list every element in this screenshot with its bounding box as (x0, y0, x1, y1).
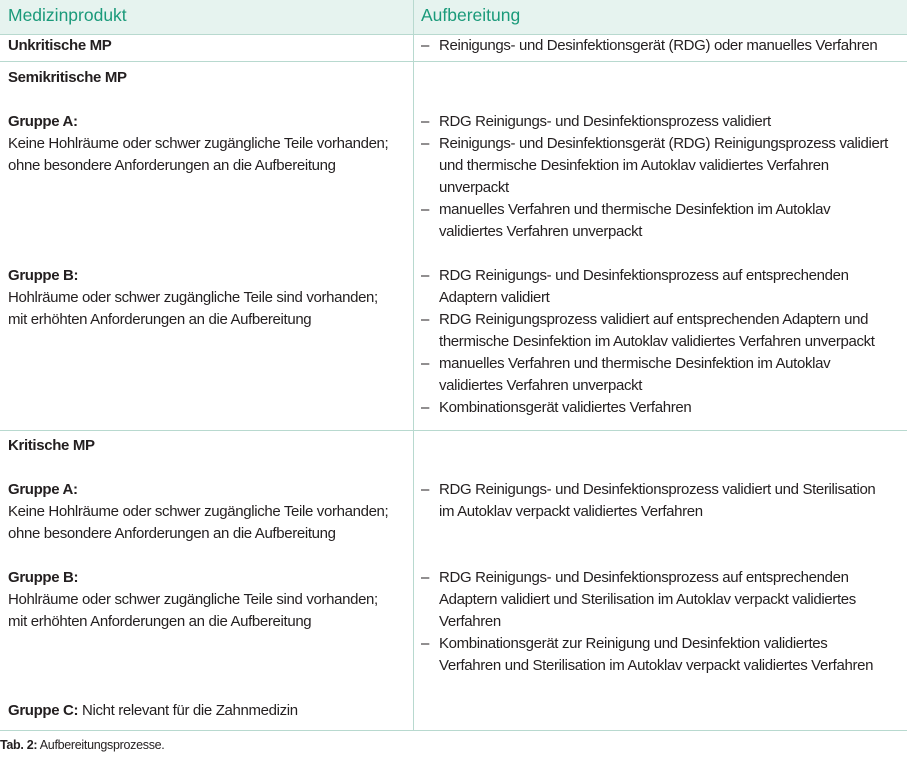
group-description: Nicht relevant für die Zahnmedizin (82, 702, 298, 719)
header-aufbereitung: Aufbereitung (421, 5, 521, 25)
list-dash: – (421, 37, 430, 54)
list-item-continuation: validiertes Verfahren unverpackt (439, 377, 643, 394)
list-item: RDG Reinigungs- und Desinfektionsprozess validiert und Sterilisation (439, 481, 876, 498)
list-item-continuation: validiertes Verfahren unverpackt (439, 223, 643, 240)
list-dash: – (421, 399, 430, 416)
list-item-continuation: Adaptern validiert (439, 289, 550, 306)
group-label: Gruppe C: (8, 702, 79, 719)
header-medizinprodukt: Medizinprodukt (8, 5, 127, 25)
row-divider (0, 730, 907, 731)
group-description: Keine Hohlräume oder schwer zugängliche Teile vorhanden; (8, 135, 389, 152)
list-item-continuation: und thermische Desinfektion im Autoklav validiertes Verfahren (439, 157, 829, 174)
list-item: Reinigungs- und Desinfektionsgerät (RDG) Reinigungsprozess validiert (439, 135, 888, 152)
row-divider (0, 61, 907, 62)
list-item-continuation: Verfahren und Sterilisation im Autoklav verpackt validiertes Verfahren (439, 657, 874, 674)
list-item: Reinigungs- und Desinfektionsgerät (RDG) oder manuelles Verfahren (439, 37, 878, 54)
list-dash: – (421, 355, 430, 372)
list-dash: – (421, 201, 430, 218)
row-divider (0, 430, 907, 431)
list-dash: – (421, 635, 430, 652)
list-item: manuelles Verfahren und thermische Desinfektion im Autoklav (439, 355, 831, 372)
column-divider (413, 0, 414, 731)
list-item-continuation: im Autoklav verpackt validiertes Verfahren (439, 503, 703, 520)
group-label: Gruppe B: (8, 267, 79, 284)
group-description: ohne besondere Anforderungen an die Aufbereitung (8, 157, 336, 174)
caption-label: Tab. 2: (0, 738, 38, 752)
group-description: Keine Hohlräume oder schwer zugängliche Teile vorhanden; (8, 503, 389, 520)
list-dash: – (421, 113, 430, 130)
list-dash: – (421, 267, 430, 284)
list-item: Kombinationsgerät zur Reinigung und Desinfektion validiertes (439, 635, 828, 652)
group-description: ohne besondere Anforderungen an die Aufbereitung (8, 525, 336, 542)
group-label: Gruppe B: (8, 569, 79, 586)
list-item: RDG Reinigungs- und Desinfektionsprozess validiert (439, 113, 771, 130)
caption-text: Aufbereitungsprozesse. (39, 738, 165, 752)
list-dash: – (421, 311, 430, 328)
table-caption (0, 736, 164, 754)
group-description: mit erhöhten Anforderungen an die Aufbereitung (8, 613, 312, 630)
list-item: Kombinationsgerät validiertes Verfahren (439, 399, 692, 416)
list-item: RDG Reinigungsprozess validiert auf entsprechenden Adaptern und (439, 311, 869, 328)
row-title-semikritisch: Semikritische MP (8, 69, 127, 86)
row-title-kritisch: Kritische MP (8, 437, 95, 454)
group-description: Hohlräume oder schwer zugängliche Teile sind vorhanden; (8, 289, 378, 306)
list-item-continuation: thermische Desinfektion im Autoklav validiertes Verfahren unverpackt (439, 333, 875, 350)
group-label: Gruppe A: (8, 113, 78, 130)
row-title-unkritisch: Unkritische MP (8, 37, 112, 54)
group-description: Hohlräume oder schwer zugängliche Teile sind vorhanden; (8, 591, 378, 608)
list-dash: – (421, 569, 430, 586)
list-item: RDG Reinigungs- und Desinfektionsprozess auf entsprechenden (439, 569, 849, 586)
group-description: mit erhöhten Anforderungen an die Aufbereitung (8, 311, 312, 328)
list-dash: – (421, 481, 430, 498)
list-item: manuelles Verfahren und thermische Desinfektion im Autoklav (439, 201, 831, 218)
group-label: Gruppe A: (8, 481, 78, 498)
list-item-continuation: Adaptern validiert und Sterilisation im Autoklav verpackt validiertes (439, 591, 856, 608)
list-item-continuation: unverpackt (439, 179, 509, 196)
group-c-line (8, 700, 298, 722)
list-item: RDG Reinigungs- und Desinfektionsprozess auf entsprechenden (439, 267, 849, 284)
list-dash: – (421, 135, 430, 152)
list-item-continuation: Verfahren (439, 613, 501, 630)
